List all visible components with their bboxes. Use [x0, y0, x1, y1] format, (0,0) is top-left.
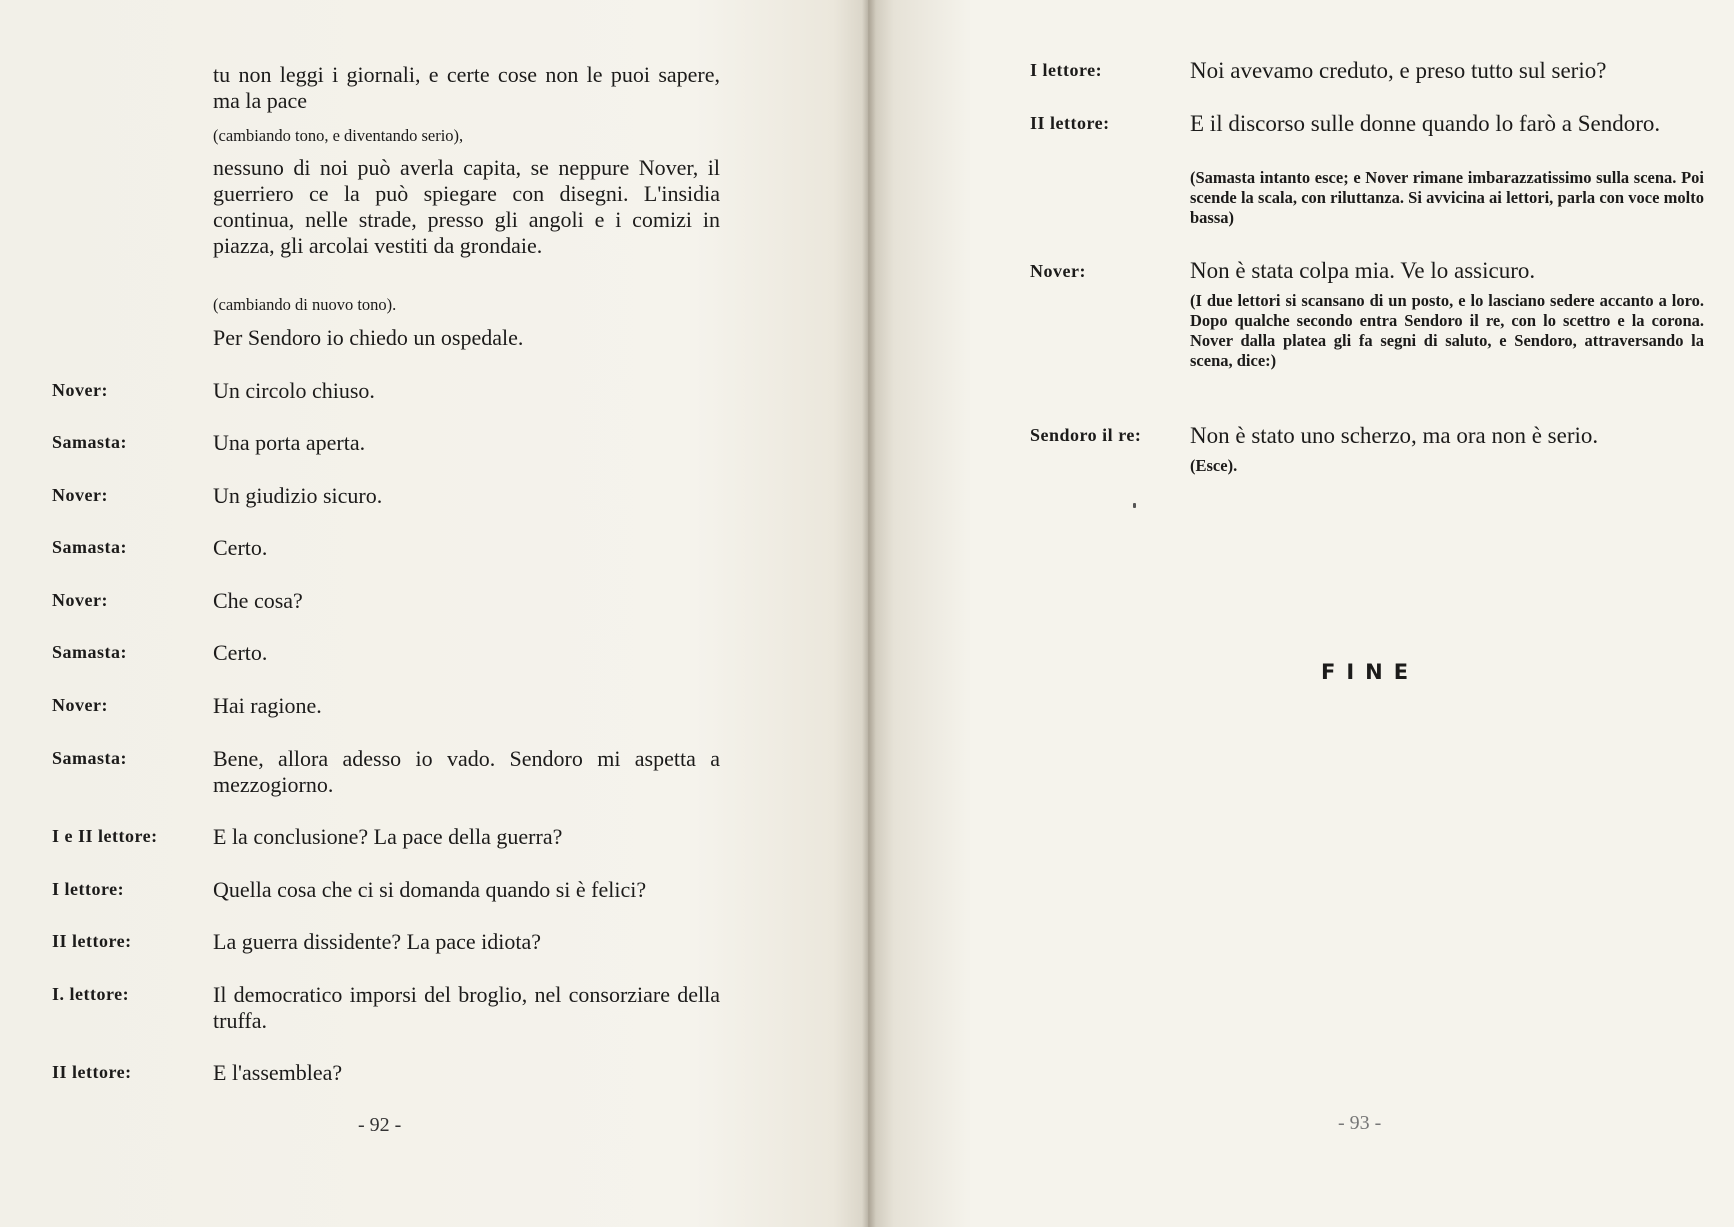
speaker-label: II lettore:: [52, 931, 132, 951]
stage-direction: (Esce).: [1190, 456, 1238, 475]
speaker-label: Samasta:: [52, 642, 127, 662]
stage-direction: (Samasta intanto esce; e Nover rimane imbarazzatissimo sulla scena. Poi scende la scala, con riluttanza. Si avvicina ai lettori, parla con voce molto bassa): [1190, 168, 1704, 227]
speaker-label: Samasta:: [52, 432, 127, 452]
speaker-label: Nover:: [52, 380, 108, 400]
book-gutter: [862, 0, 876, 1227]
page-number: - 93 -: [1338, 1112, 1382, 1134]
speaker-label: I e II lettore:: [52, 826, 158, 846]
speaker-label: I lettore:: [52, 879, 125, 899]
dialogue-line: Un circolo chiuso.: [213, 378, 375, 403]
end-title: FINE: [1321, 660, 1420, 684]
dialogue-line: Certo.: [213, 535, 268, 560]
speaker-label: I lettore:: [1030, 60, 1103, 80]
dialogue-line: Quella cosa che ci si domanda quando si è felici?: [213, 877, 647, 902]
stage-direction: (cambiando di nuovo tono).: [213, 295, 397, 314]
page-number: - 92 -: [358, 1114, 402, 1136]
dialogue-line: Una porta aperta.: [213, 430, 366, 455]
dialogue-line: Non è stata colpa mia. Ve lo assicuro.: [1190, 258, 1536, 283]
dialogue-line: Hai ragione.: [213, 693, 322, 718]
dialogue-line: Per Sendoro io chiedo un ospedale.: [213, 325, 524, 350]
dialogue-line: Non è stato uno scherzo, ma ora non è serio.: [1190, 423, 1599, 448]
speaker-label: Samasta:: [52, 537, 127, 557]
dialogue-line: Bene, allora adesso io vado. Sendoro mi aspetta a mezzogiorno.: [213, 746, 720, 797]
speaker-label: Sendoro il re:: [1030, 425, 1142, 445]
print-speck: [1133, 503, 1136, 508]
speaker-label: II lettore:: [1030, 113, 1110, 133]
stage-direction: (I due lettori si scansano di un posto, e lo lasciano sedere accanto a loro. Dopo qualche secondo entra Sendoro il re, con lo scettro e la corona. Nover dalla platea gli fa segni di saluto, e Sendoro, attraversando la scena, dice:): [1190, 291, 1704, 370]
speaker-label: I. lettore:: [52, 984, 130, 1004]
dialogue-line: Che cosa?: [213, 588, 303, 613]
dialogue-line: E il discorso sulle donne quando lo farò a Sendoro.: [1190, 111, 1661, 136]
speaker-label: II lettore:: [52, 1062, 132, 1082]
dialogue-paragraph: nessuno di noi può averla capita, se neppure Nover, il guerriero ce la può spiegare con disegni. L'insidia continua, nelle strade, presso gli angoli e i comizi in piazza, gli arcolai vestiti da grondaie.: [213, 155, 720, 258]
stage-direction: (cambiando tono, e diventando serio),: [213, 126, 464, 145]
dialogue-line: Un giudizio sicuro.: [213, 483, 383, 508]
dialogue-line: Noi avevamo creduto, e preso tutto sul serio?: [1190, 58, 1607, 83]
dialogue-line: E l'assemblea?: [213, 1060, 343, 1085]
speaker-label: Nover:: [1030, 261, 1086, 281]
dialogue-line: E la conclusione? La pace della guerra?: [213, 824, 563, 849]
dialogue-line: La guerra dissidente? La pace idiota?: [213, 929, 542, 954]
speaker-label: Samasta:: [52, 748, 127, 768]
right-page: [868, 0, 1734, 1227]
speaker-label: Nover:: [52, 695, 108, 715]
dialogue-line: Il democratico imporsi del broglio, nel consorziare della truffa.: [213, 982, 720, 1033]
dialogue-line: Certo.: [213, 640, 268, 665]
opening-paragraph: tu non leggi i giornali, e certe cose non le puoi sapere, ma la pace: [213, 62, 720, 113]
speaker-label: Nover:: [52, 590, 108, 610]
speaker-label: Nover:: [52, 485, 108, 505]
